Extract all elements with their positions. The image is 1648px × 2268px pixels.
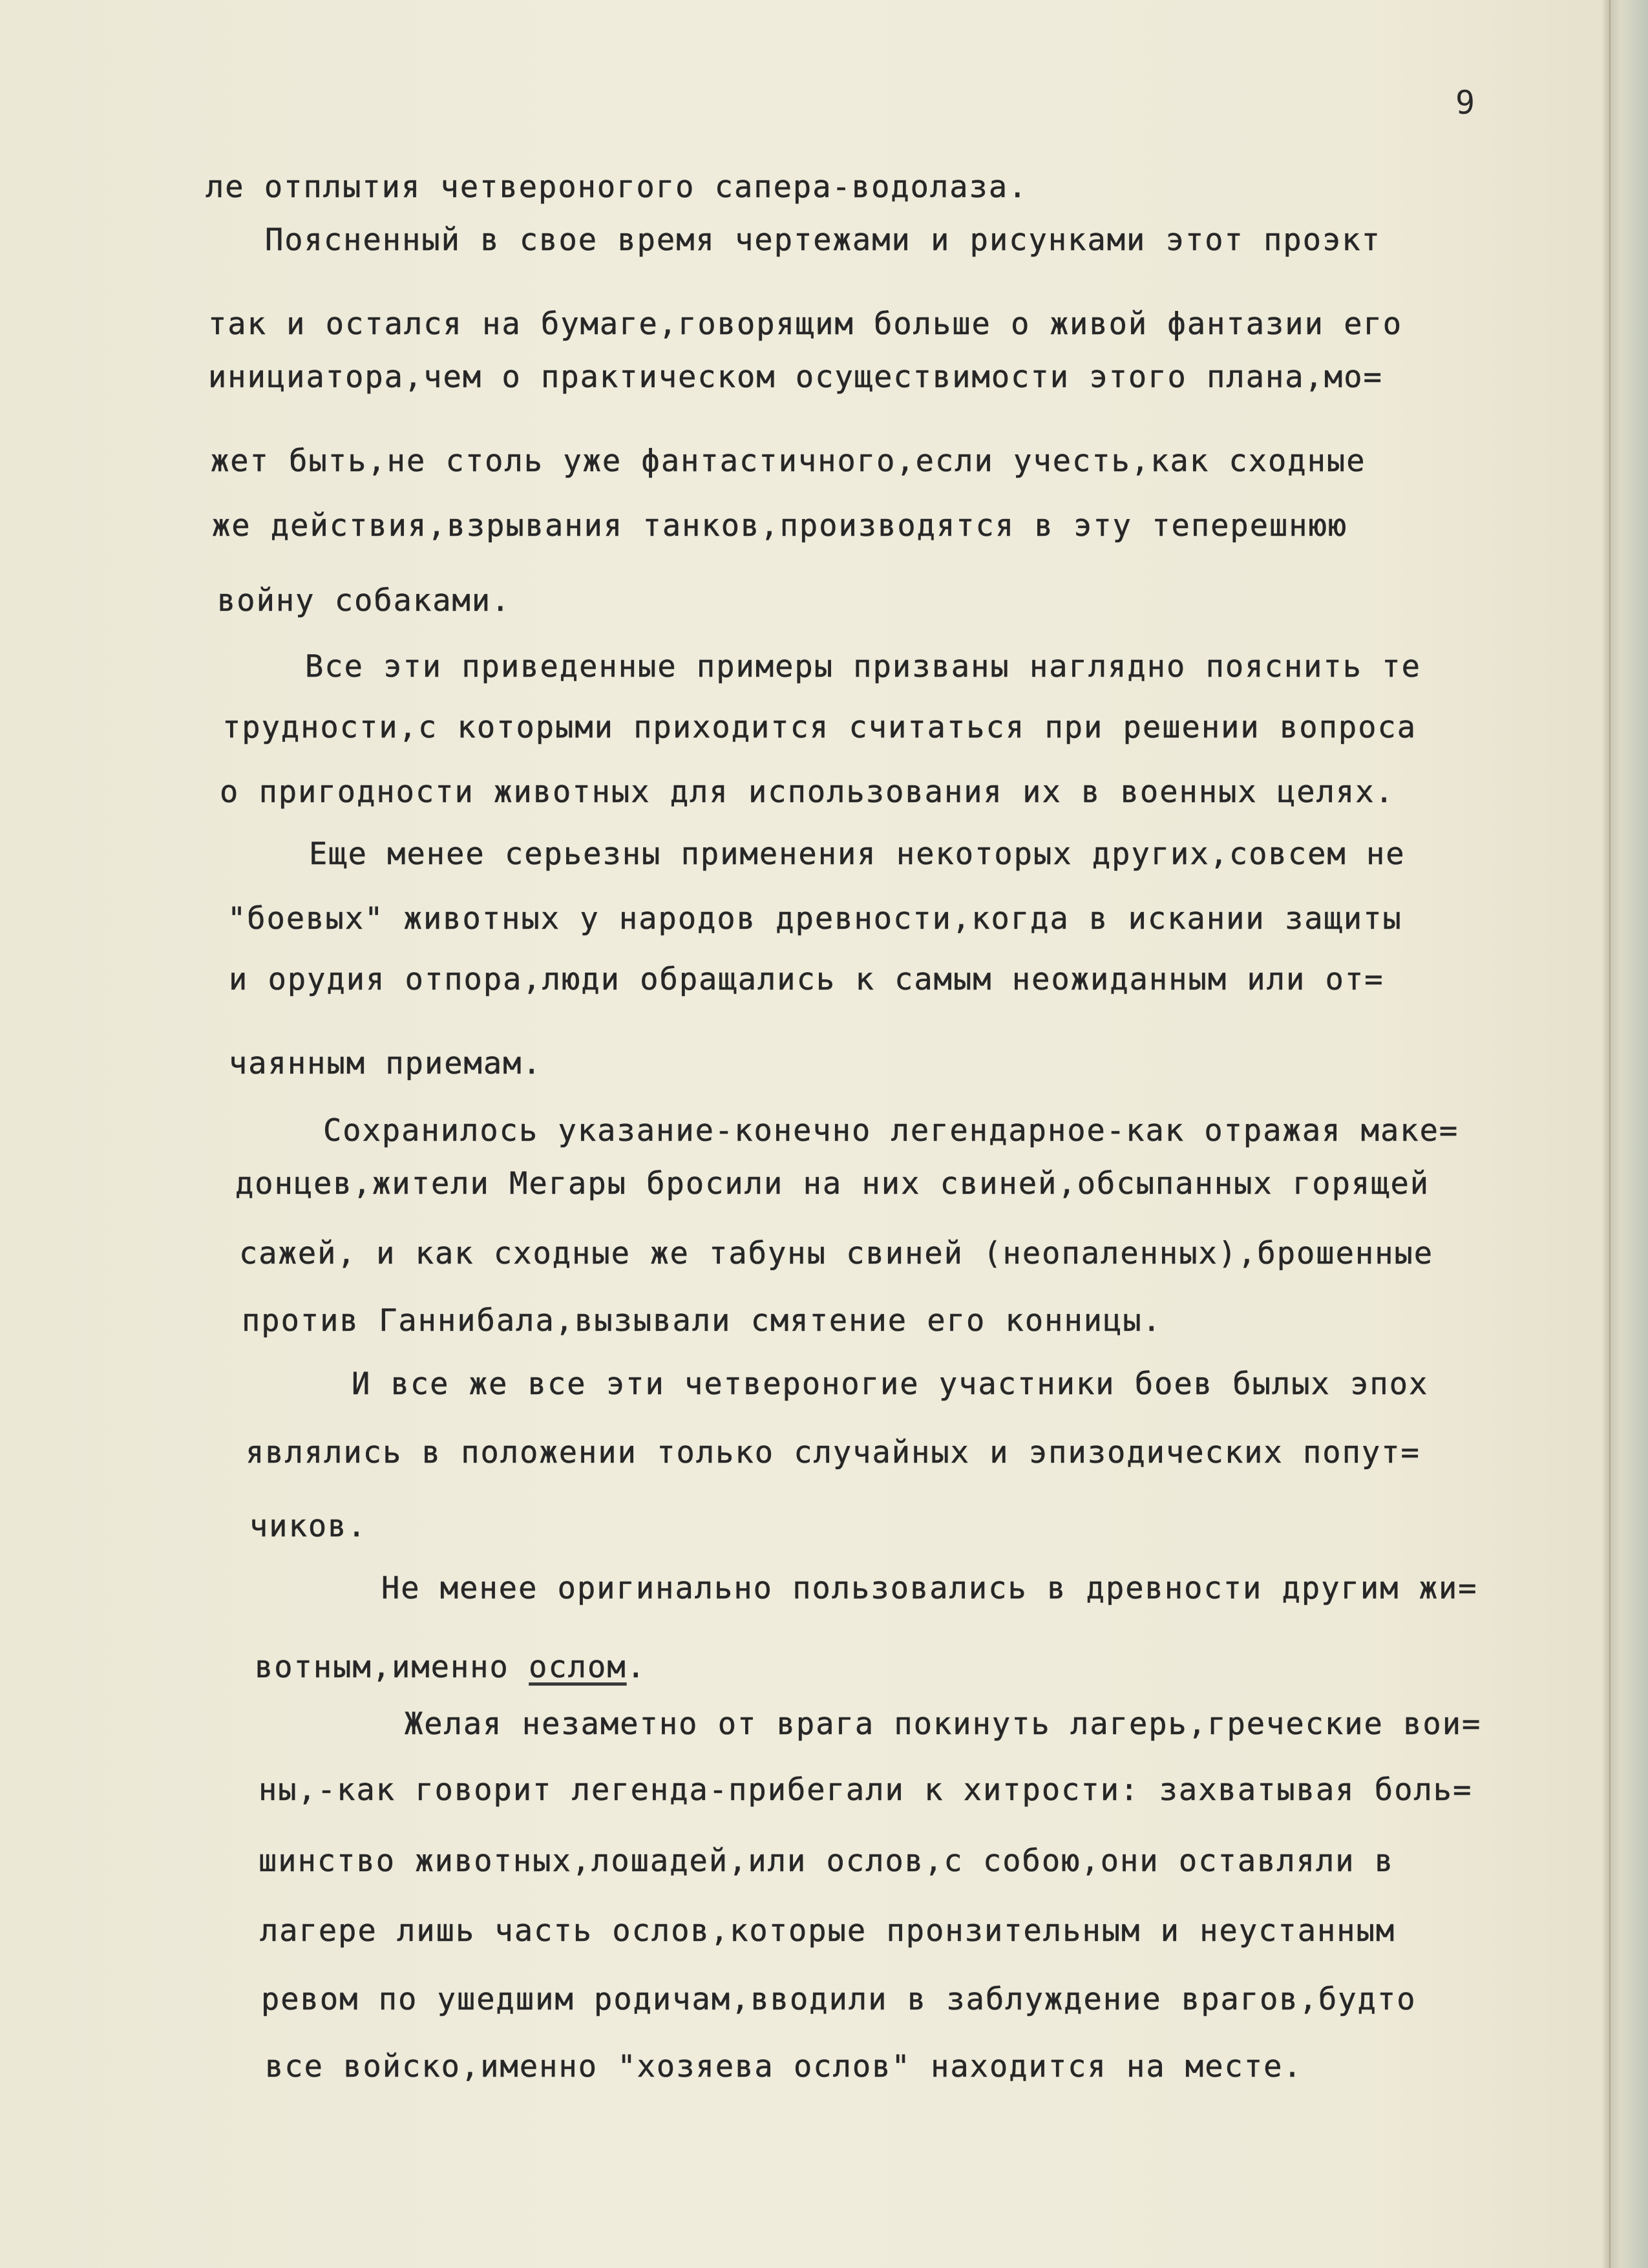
text-line: И все же все эти четвероногие участники боев былых эпох: [352, 1366, 1429, 1402]
text-line: чиков.: [249, 1509, 367, 1544]
text-line: так и остался на бумаге,говорящим больше о живой фантазии его: [208, 306, 1403, 342]
text-line: же действия,взрывания танков,производятся в эту теперешнюю: [212, 508, 1348, 544]
page-number: 9: [1455, 84, 1475, 122]
text-line: "боевых" животных у народов древности,когда в искании защиты: [227, 901, 1402, 937]
text-line: Сохранилось указание-конечно легендарное-как отражая маке=: [323, 1113, 1459, 1149]
text-line: Еще менее серьезны применения некоторых других,совсем не: [309, 836, 1406, 872]
text-line: ревом по ушедшим родичам,вводили в заблуждение врагов,будто: [261, 1982, 1417, 2017]
text-segment: вотным,именно: [255, 1649, 529, 1685]
text-line: и орудия отпора,люди обращались к самым неожиданным или от=: [229, 962, 1384, 997]
text-line: трудности,с которыми приходится считаться при решении вопроса: [222, 710, 1417, 745]
text-line: ле отплытия четвероногого сапера-водолаза.: [206, 169, 1028, 205]
text-line: Все эти приведенные примеры призваны наглядно пояснить те: [305, 649, 1421, 684]
text-line: лагере лишь часть ослов,которые пронзительным и неустанным: [260, 1913, 1396, 1949]
text-line: являлись в положении только случайных и эпизодических попут=: [246, 1435, 1421, 1470]
text-line: [255, 1649, 646, 1685]
text-line: сажей, и как сходные же табуны свиней (неопаленных),брошенные: [239, 1236, 1434, 1271]
text-line: донцев,жители Мегары бросили на них свиней,обсыпанных горящей: [235, 1166, 1430, 1202]
text-line: все войско,именно "хозяева ослов" находится на месте.: [265, 2049, 1303, 2084]
text-line: инициатора,чем о практическом осуществимости этого плана,мо=: [208, 359, 1383, 395]
text-line: жет быть,не столь уже фантастичного,если учесть,как сходные: [211, 443, 1366, 479]
text-line: войну собаками.: [217, 583, 511, 619]
page-edge-shadow: [1601, 0, 1611, 2268]
text-line: чаянным приемам.: [229, 1046, 542, 1081]
text-line: Поясненный в свое время чертежами и рисунками этот проэкт: [265, 222, 1381, 258]
text-line: шинство животных,лошадей,или ослов,с собою,они оставляли в: [259, 1843, 1395, 1879]
text-line: против Ганнибала,вызывали смятение его конницы.: [242, 1303, 1162, 1339]
text-line: Не менее оригинально пользовались в древности другим жи=: [381, 1571, 1478, 1606]
text-line: о пригодности животных для использования их в военных целях.: [220, 774, 1395, 810]
text-line: ны,-как говорит легенда-прибегали к хитрости: захватывая боль=: [259, 1772, 1473, 1808]
underlined-word: ослом: [529, 1649, 627, 1685]
text-line: Желая незаметно от врага покинуть лагерь,греческие вои=: [405, 1706, 1482, 1742]
page-edge: [1609, 0, 1648, 2268]
text-segment: .: [626, 1649, 646, 1685]
